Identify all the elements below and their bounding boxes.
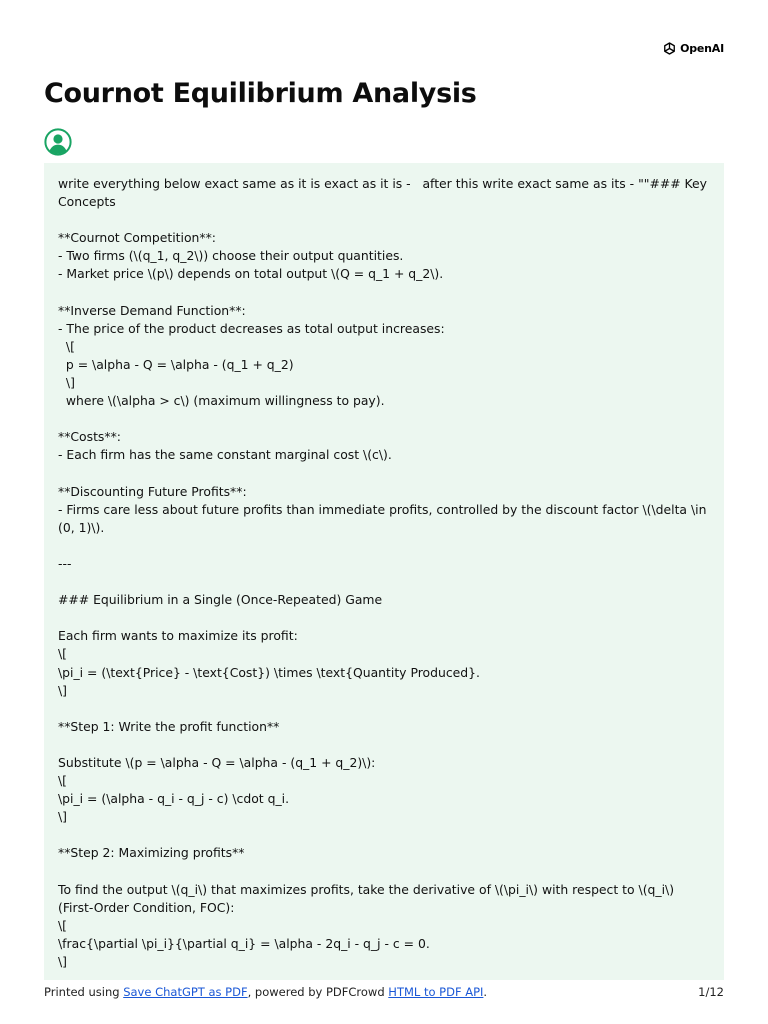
message-text: write everything below exact same as it is exact as it is - after this write exact same as its - ""### Key Concepts **Cournot Competition**: - Two firms (\(q_1, q_2\)) choose their output quantities. - Market price \(p\) depends on total output \(Q = q_1 + q_2\). **Inverse Demand Function**: - The price of the product decreases as total output increases: \[ p = \alpha - Q = \alpha - (q_1 + q_2) \] where \(\alpha > c\) (maximum willingness to pay). **Costs**: - Each firm has the same constant marginal cost \(c\). **Discounting Future Profits**: - Firms care less about future profits than immediate profits, controlled by the discount factor \(\delta \in (0, 1)\). --- ### Equilibrium in a Single (Once-Repeated) Game Each firm wants to maximize its profit: \[ \pi_i = (\text{Price} - \text{Cost}) \times \text{Quantity Produced}. \] **Step 1: Write the profit function** Substitute \(p = \alpha - Q = \alpha - (q_1 + q_2)\): \[ \pi_i = (\alpha - q_i - q_j - c) \cdot q_i. \] **Step 2: Maximizing profits** To find the output \(q_i\) that maximizes profits, take the derivative of \(\pi_i\) with respect to \(q_i\) (First-Order Condition, FOC): \[ \frac{\partial \pi_i}{\partial q_i} = \alpha - 2q_i - q_j - c = 0. \]: [58, 176, 708, 970]
print-footer: [44, 985, 724, 999]
user-avatar-icon: [44, 128, 72, 156]
footer-powered-by: , powered by PDFCrowd: [247, 985, 389, 999]
footer-printed-using: Printed using: [44, 985, 124, 999]
page-title: Cournot Equilibrium Analysis: [44, 78, 477, 109]
openai-logo-icon: [662, 41, 677, 56]
footer-period: .: [483, 985, 488, 999]
html-to-pdf-link[interactable]: HTML to PDF API: [388, 985, 484, 999]
brand-name: OpenAI: [680, 42, 724, 55]
brand-header: [662, 41, 724, 56]
footer-attribution: [44, 985, 487, 999]
page-number: 1/12: [698, 985, 724, 999]
user-message: [44, 163, 724, 980]
save-chatgpt-link[interactable]: Save ChatGPT as PDF: [123, 985, 248, 999]
